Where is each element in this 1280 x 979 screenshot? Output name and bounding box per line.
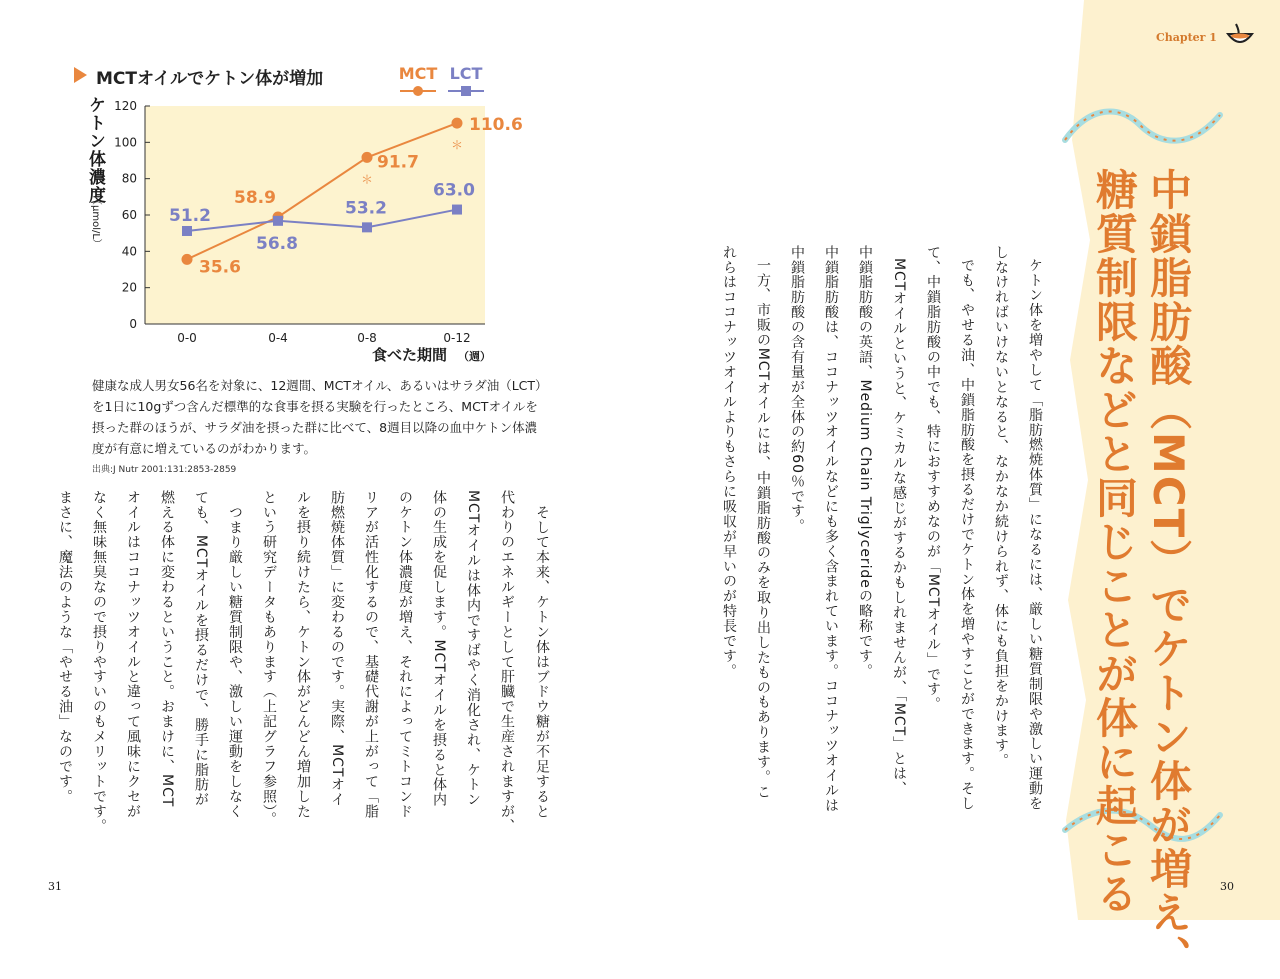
left-body-line: 代わりのエネルギーとして肝臓で生産されますが、 [499, 490, 515, 834]
left-body-line: ルを摂り続けたら、ケトン体がどんどん増加した [295, 490, 311, 819]
data-point-mct [452, 118, 463, 129]
legend-marker-lct [461, 86, 471, 96]
data-label-mct: 58.9 [234, 187, 276, 208]
chart-caption: 健康な成人男女56名を対象に、12週間、MCTオイル、あるいはサラダ油（LCT）を1日に10gずつ含んだ標準的な食事を摂る実験を行ったところ、MCTオイルを摂った群のほうが、サラダ油を摂った群に比べて、8週目以降の血中ケトン体濃度が有意に増えているのがわかります。 [92, 378, 542, 456]
left-body-line: MCTオイルは体内ですばやく消化され、ケトン [465, 490, 481, 808]
chart-title: MCTオイルでケトン体が増加 [96, 69, 324, 89]
significance-mark: ＊ [360, 172, 374, 187]
y-tick-label: 80 [121, 171, 137, 186]
page-number-left: 31 [48, 880, 62, 893]
data-point-mct [182, 254, 193, 265]
data-label-lct: 51.2 [169, 205, 211, 226]
pot-icon [1224, 20, 1256, 52]
legend-marker-mct [413, 86, 423, 96]
data-point-lct [362, 222, 372, 232]
right-body-line: て、中鎖脂肪酸の中でも、特におすすめなのが「MCTオイル」です。 [925, 245, 941, 712]
data-label-lct: 63.0 [433, 180, 475, 201]
right-body-line: 一方、市販のMCTオイルには、中鎖脂肪酸のみを取り出したものもあります。こ [755, 258, 771, 800]
data-label-lct: 53.2 [345, 198, 387, 219]
y-axis-unit: （μmol/L） [90, 195, 101, 249]
left-body-line: つまり厳しい糖質制限や、激しい運動をしなく [227, 505, 243, 819]
y-tick-label: 60 [121, 208, 137, 222]
significance-mark: ＊ [450, 138, 464, 153]
y-tick-label: 0 [129, 317, 137, 331]
y-tick-label: 20 [121, 280, 137, 295]
left-body-line: 燃える体に変わるということ。おまけに、MCT [159, 490, 175, 808]
data-label-mct: 35.6 [199, 257, 241, 278]
x-tick-label: 0-8 [357, 331, 377, 345]
y-axis-label: ケトン体濃度 [85, 96, 105, 204]
data-label-mct: 110.6 [469, 115, 523, 136]
right-body-line: れらはココナッツオイルよりもさらに吸収が早いのが特長です。 [721, 245, 737, 679]
right-body-line: 中鎖脂肪酸の英語、Medium Chain Triglycerideの略称です。 [857, 245, 873, 679]
x-axis-label: 食べた期間 [372, 346, 448, 364]
y-tick-label: 100 [114, 135, 137, 150]
chapter-label: Chapter 1 [1156, 31, 1217, 44]
right-body-line: でも、やせる油、中鎖脂肪酸を摂るだけでケトン体を増やすことができます。そし [959, 258, 975, 812]
right-body-line: MCTオイルというと、ケミカルな感じがするかもしれませんが、「MCT」とは、 [891, 258, 907, 796]
left-body-line: オイルはココナッツオイルと違って風味にクセが [125, 490, 141, 819]
left-body-line: という研究データもあります（上記グラフ参照）。 [261, 490, 277, 827]
y-tick-label: 40 [121, 244, 137, 259]
legend-label-mct: MCT [398, 64, 438, 83]
data-point-lct [182, 226, 192, 236]
left-body-line: そして本来、ケトン体はブドウ糖が不足すると [534, 505, 550, 819]
data-point-mct [362, 152, 373, 163]
data-label-lct: 56.8 [256, 233, 298, 254]
right-body-line: ケトン体を増やして「脂肪燃焼体質」になるには、厳しい糖質制限や激しい運動を [1027, 258, 1043, 812]
wavy-rope-decoration-top [1060, 95, 1225, 165]
legend-label-lct: LCT [449, 64, 483, 83]
right-body-line: 中鎖脂肪酸の含有量が全体の約60％です。 [789, 245, 805, 534]
line-chart [0, 0, 560, 380]
data-point-lct [273, 216, 283, 226]
x-tick-label: 0-0 [177, 331, 197, 345]
headline-line-1: 中鎖脂肪酸（MCT）でケトン体が増え、 [1144, 168, 1193, 979]
left-body-line: 肪燃焼体質」に変わるのです。実際、MCTオイ [329, 490, 345, 808]
left-body-line: のケトン体濃度が増え、それによってミトコンド [397, 490, 413, 819]
x-tick-label: 0-4 [268, 331, 288, 345]
left-body-line: まさに、魔法のような「やせる油」なのです。 [57, 490, 73, 804]
right-body-line: 中鎖脂肪酸は、ココナッツオイルなどにも多く含まれています。ココナッツオイルは [823, 245, 839, 814]
right-body-line: しなければいけないとなると、なかなか続けられず、体にも負担をかけます。 [993, 245, 1009, 769]
chart-source: 出典:J Nutr 2001:131:2853-2859 [92, 465, 237, 475]
left-body-line: 体の生成を促します。MCTオイルを摂ると体内 [431, 490, 447, 808]
left-body-line: ても、MCTオイルを摂るだけで、勝手に脂肪が [193, 490, 209, 808]
headline-line-2: 糖質制限などと同じことが体に起こる [1090, 168, 1139, 916]
wavy-rope-decoration-bottom [1060, 790, 1225, 860]
data-point-lct [452, 205, 462, 215]
x-tick-label: 0-12 [443, 331, 471, 345]
left-body-line: なく無味無臭なので摂りやすいのもメリットです。 [91, 490, 107, 834]
page-number-right: 30 [1220, 880, 1234, 893]
y-tick-label: 120 [114, 99, 137, 113]
x-axis-unit: （週） [458, 350, 491, 363]
left-body-line: リアが活性化するので、基礎代謝が上がって「脂 [363, 490, 379, 819]
data-label-mct: 91.7 [377, 152, 419, 173]
